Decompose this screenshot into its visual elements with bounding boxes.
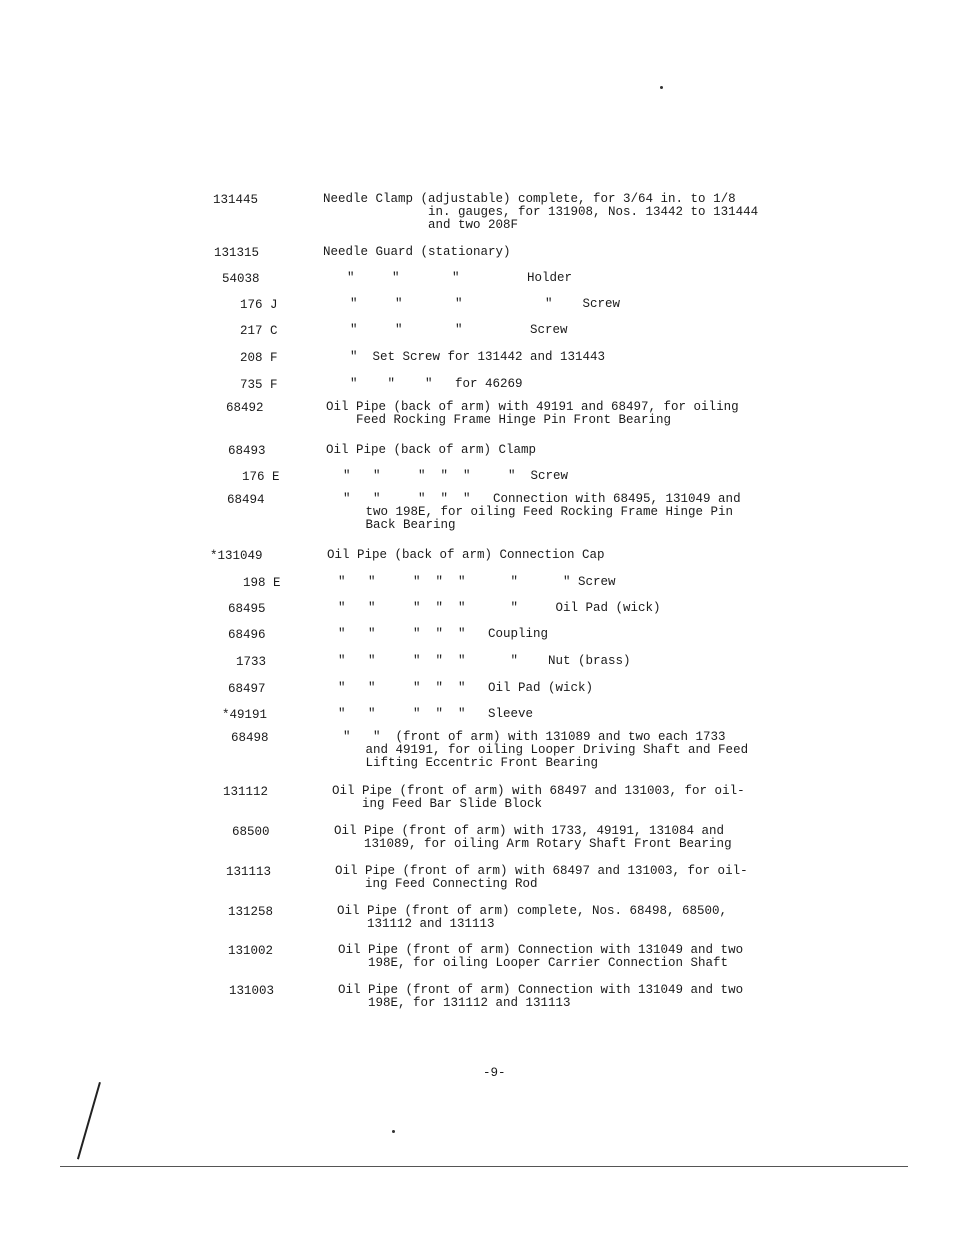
part-number: 131003 [229, 984, 275, 998]
description-line: Oil Pipe (back of arm) with 49191 and 68497, for oiling [326, 400, 739, 414]
part-number: 176 E [242, 470, 280, 484]
description-line: Lifting Eccentric Front Bearing [343, 756, 599, 770]
description-line: Oil Pipe (back of arm) Clamp [326, 443, 537, 457]
description-line: Feed Rocking Frame Hinge Pin Front Bearing [326, 413, 672, 427]
part-description [334, 825, 732, 851]
pen-mark [77, 1082, 101, 1159]
description-line: " " " " " Sleeve [338, 707, 534, 721]
part-number: 68494 [227, 493, 265, 507]
part-description [343, 470, 568, 483]
part-description [335, 865, 748, 891]
description-line: ing Feed Connecting Rod [335, 877, 538, 891]
description-line: Oil Pipe (front of arm) with 1733, 49191, 131084 and [334, 824, 725, 838]
page-edge-line [60, 1166, 908, 1167]
part-description [338, 602, 661, 615]
part-description [350, 324, 568, 337]
description-line: " Set Screw for 131442 and 131443 [350, 350, 606, 364]
part-number: 131113 [226, 865, 272, 879]
description-line: 131112 and 131113 [337, 917, 495, 931]
part-description [338, 628, 548, 641]
description-line: Needle Guard (stationary) [323, 245, 511, 259]
part-description [323, 246, 511, 259]
description-line: " " " " " Connection with 68495, 131049 and [343, 492, 741, 506]
description-line: Oil Pipe (front of arm) with 68497 and 131003, for oil- [335, 864, 748, 878]
part-number: *49191 [222, 708, 268, 722]
part-number: 131315 [214, 246, 260, 260]
part-number: 217 C [240, 324, 278, 338]
page-number: -9- [483, 1066, 506, 1080]
description-line: Oil Pipe (front of arm) Connection with 131049 and two [338, 983, 744, 997]
part-description [343, 731, 748, 770]
description-line: " " " " " Coupling [338, 627, 549, 641]
part-description [326, 444, 536, 457]
part-description [338, 944, 743, 970]
part-number: 68493 [228, 444, 266, 458]
part-description [350, 351, 605, 364]
part-number: 68498 [231, 731, 269, 745]
part-description [338, 984, 743, 1010]
part-description [323, 193, 758, 232]
description-line: " " " " " " Oil Pad (wick) [338, 601, 661, 615]
speck-mark [660, 86, 663, 89]
description-line: two 198E, for oiling Feed Rocking Frame Hinge Pin [343, 505, 734, 519]
part-number: 735 F [240, 378, 278, 392]
part-description [350, 298, 620, 311]
part-number: 68492 [226, 401, 264, 415]
part-number: 68495 [228, 602, 266, 616]
description-line: 131089, for oiling Arm Rotary Shaft Front Bearing [334, 837, 732, 851]
description-line: " " " " " " Screw [343, 469, 569, 483]
description-line: Needle Clamp (adjustable) complete, for 3/64 in. to 1/8 [323, 192, 736, 206]
part-number: 1733 [236, 655, 267, 669]
part-description [347, 272, 572, 285]
part-number: 176 J [240, 298, 278, 312]
part-description [327, 549, 605, 562]
part-number: 131258 [228, 905, 274, 919]
part-description [338, 655, 631, 668]
description-line: and 49191, for oiling Looper Driving Shaft and Feed [343, 743, 749, 757]
speck-mark [392, 1130, 395, 1133]
description-line: " " " " " Oil Pad (wick) [338, 681, 594, 695]
part-number: 131112 [223, 785, 269, 799]
description-line: " " " Holder [347, 271, 573, 285]
part-number: *131049 [210, 549, 263, 563]
description-line: in. gauges, for 131908, Nos. 13442 to 131444 [323, 205, 759, 219]
description-line: " " " for 46269 [350, 377, 523, 391]
part-number: 208 F [240, 351, 278, 365]
part-description [338, 682, 593, 695]
part-description [350, 378, 523, 391]
part-description [338, 576, 616, 589]
part-number: 68500 [232, 825, 270, 839]
description-line: Oil Pipe (back of arm) Connection Cap [327, 548, 605, 562]
part-description [337, 905, 727, 931]
description-line: Oil Pipe (front of arm) Connection with 131049 and two [338, 943, 744, 957]
part-number: 68496 [228, 628, 266, 642]
description-line: " " " Screw [350, 323, 568, 337]
description-line: Oil Pipe (front of arm) complete, Nos. 68498, 68500, [337, 904, 728, 918]
description-line: " " " " " " Nut (brass) [338, 654, 631, 668]
description-line: " " " " Screw [350, 297, 621, 311]
part-description [338, 708, 533, 721]
part-description [343, 493, 741, 532]
part-number: 131002 [228, 944, 274, 958]
part-description [326, 401, 739, 427]
description-line: Oil Pipe (front of arm) with 68497 and 131003, for oil- [332, 784, 745, 798]
part-number: 131445 [213, 193, 259, 207]
description-line: ing Feed Bar Slide Block [332, 797, 543, 811]
part-number: 54038 [222, 272, 260, 286]
part-number: 68497 [228, 682, 266, 696]
description-line: 198E, for oiling Looper Carrier Connection Shaft [338, 956, 729, 970]
description-line: Back Bearing [343, 518, 456, 532]
part-description [332, 785, 745, 811]
description-line: 198E, for 131112 and 131113 [338, 996, 571, 1010]
description-line: and two 208F [323, 218, 519, 232]
part-number: 198 E [243, 576, 281, 590]
description-line: " " " " " " " Screw [338, 575, 616, 589]
description-line: " " (front of arm) with 131089 and two each 1733 [343, 730, 726, 744]
